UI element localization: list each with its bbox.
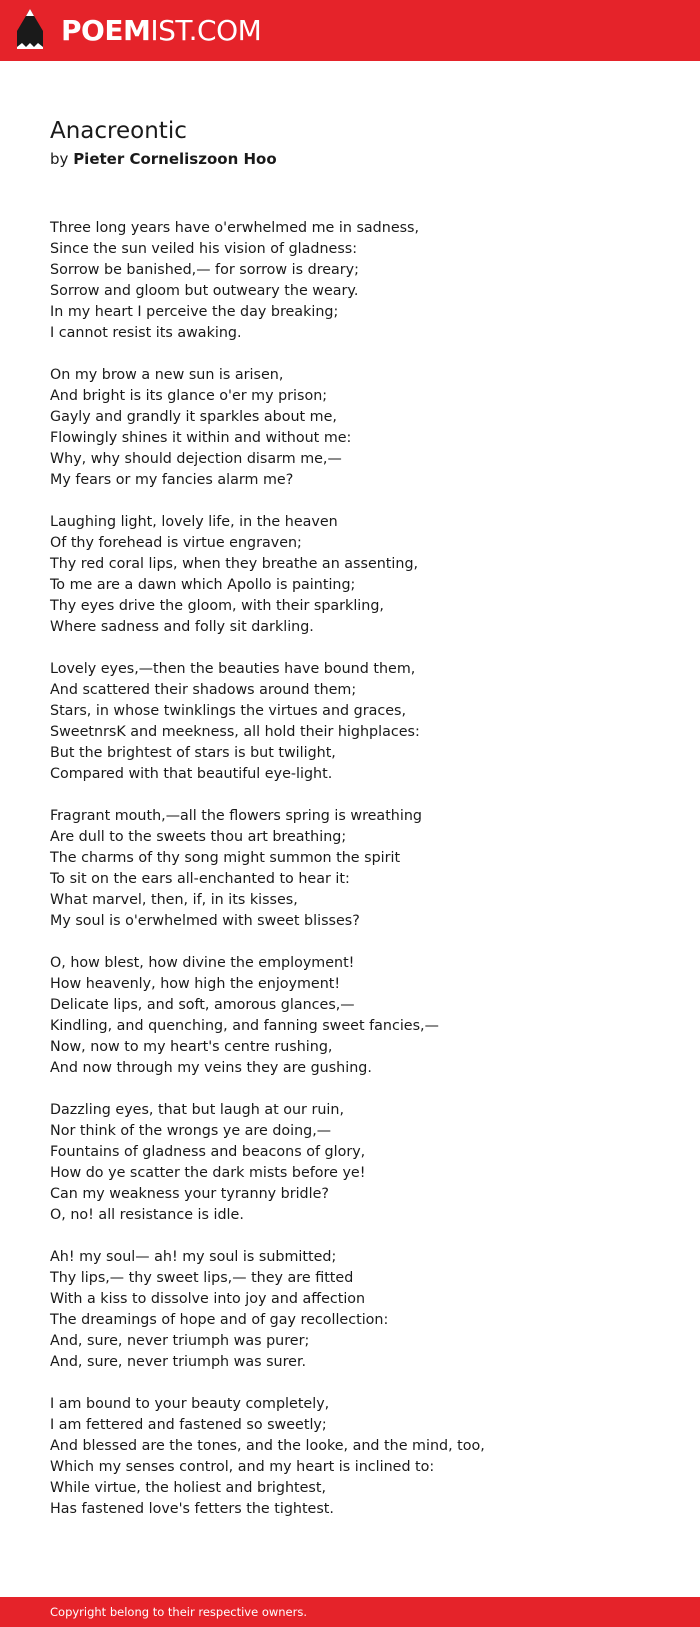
- poem-line: Delicate lips, and soft, amorous glances,—: [50, 997, 355, 1013]
- poem-line: I am bound to your beauty completely,: [50, 1396, 330, 1412]
- poem-stanza: [50, 1394, 670, 1520]
- poem-line: Ah! my soul— ah! my soul is submitted;: [50, 1249, 337, 1265]
- poem-line: I cannot resist its awaking.: [50, 325, 242, 341]
- poem-line: Lovely eyes,—then the beauties have bound them,: [50, 661, 416, 677]
- poem-line: Fountains of gladness and beacons of glory,: [50, 1144, 366, 1160]
- poem-line: Thy red coral lips, when they breathe an assenting,: [50, 556, 419, 572]
- poem-line: And, sure, never triumph was surer.: [50, 1354, 307, 1370]
- poem-line: Can my weakness your tyranny bridle?: [50, 1186, 329, 1202]
- poem-line: Now, now to my heart's centre rushing,: [50, 1039, 333, 1055]
- poem-line: But the brightest of stars is but twilight,: [50, 745, 336, 761]
- poem-body: [50, 218, 670, 1541]
- poem-line: Are dull to the sweets thou art breathing;: [50, 829, 347, 845]
- poem-byline: [50, 148, 277, 170]
- poem-line: Which my senses control, and my heart is inclined to:: [50, 1459, 435, 1475]
- poem-stanza: [50, 953, 670, 1079]
- poem-stanza: [50, 512, 670, 638]
- poem-line: O, how blest, how divine the employment!: [50, 955, 355, 971]
- poem-line: Laughing light, lovely life, in the heaven: [50, 514, 338, 530]
- poem-line: To sit on the ears all-enchanted to hear it:: [50, 871, 350, 887]
- poem-line: To me are a dawn which Apollo is painting;: [50, 577, 356, 593]
- poem-line: Compared with that beautiful eye-light.: [50, 766, 333, 782]
- poem-line: Has fastened love's fetters the tightest.: [50, 1501, 334, 1517]
- poem-stanza: [50, 218, 670, 344]
- poem-line: With a kiss to dissolve into joy and affection: [50, 1291, 366, 1307]
- poem-line: Thy eyes drive the gloom, with their sparkling,: [50, 598, 384, 614]
- poem-line: On my brow a new sun is arisen,: [50, 367, 284, 383]
- poem-line: Thy lips,— thy sweet lips,— they are fitted: [50, 1270, 354, 1286]
- poem-line: And scattered their shadows around them;: [50, 682, 357, 698]
- poem-line: Flowingly shines it within and without me:: [50, 430, 352, 446]
- author-link[interactable]: Pieter Corneliszoon Hoo: [73, 150, 277, 168]
- site-footer: [0, 1597, 700, 1627]
- poem-line: And bright is its glance o'er my prison;: [50, 388, 328, 404]
- poem-line: How heavenly, how high the enjoyment!: [50, 976, 341, 992]
- poem-line: Of thy forehead is virtue engraven;: [50, 535, 302, 551]
- poem-line: While virtue, the holiest and brightest,: [50, 1480, 327, 1496]
- poem-line: In my heart I perceive the day breaking;: [50, 304, 339, 320]
- poem-line: The charms of thy song might summon the spirit: [50, 850, 401, 866]
- poem-line: I am fettered and fastened so sweetly;: [50, 1417, 327, 1433]
- site-logo-link[interactable]: [61, 0, 261, 61]
- poem-line: Sorrow be banished,— for sorrow is dreary;: [50, 262, 359, 278]
- poem-line: SweetnrsK and meekness, all hold their highplaces:: [50, 724, 420, 740]
- poem-line: Stars, in whose twinklings the virtues and graces,: [50, 703, 406, 719]
- poem-line: Dazzling eyes, that but laugh at our ruin,: [50, 1102, 344, 1118]
- poem-line: Nor think of the wrongs ye are doing,—: [50, 1123, 332, 1139]
- poem-line: Since the sun veiled his vision of gladness:: [50, 241, 358, 257]
- poem-line: Why, why should dejection disarm me,—: [50, 451, 342, 467]
- pencil-icon[interactable]: [17, 9, 43, 51]
- poem-stanza: [50, 659, 670, 785]
- poem-line: My fears or my fancies alarm me?: [50, 472, 294, 488]
- poem-line: And now through my veins they are gushing.: [50, 1060, 372, 1076]
- poem-line: My soul is o'erwhelmed with sweet blisses?: [50, 913, 360, 929]
- byline-prefix: by: [50, 150, 69, 168]
- copyright-text: Copyright belong to their respective owners.: [50, 1605, 308, 1619]
- poem-line: O, no! all resistance is idle.: [50, 1207, 244, 1223]
- poem-title: Anacreontic: [50, 118, 187, 144]
- poem-stanza: [50, 365, 670, 491]
- poem-line: Where sadness and folly sit darkling.: [50, 619, 314, 635]
- poem-line: The dreamings of hope and of gay recollection:: [50, 1312, 389, 1328]
- poem-stanza: [50, 1247, 670, 1373]
- poem-stanza: [50, 1100, 670, 1226]
- site-header: [0, 0, 700, 61]
- poem-line: Gayly and grandly it sparkles about me,: [50, 409, 337, 425]
- poem-line: How do ye scatter the dark mists before ye!: [50, 1165, 366, 1181]
- poem-line: And blessed are the tones, and the looke, and the mind, too,: [50, 1438, 485, 1454]
- logo-text-light: IST.COM: [150, 14, 262, 47]
- poem-line: And, sure, never triumph was purer;: [50, 1333, 310, 1349]
- poem-line: Three long years have o'erwhelmed me in sadness,: [50, 220, 420, 236]
- poem-line: Sorrow and gloom but outweary the weary.: [50, 283, 359, 299]
- poem-stanza: [50, 806, 670, 932]
- logo-text-bold: POEM: [61, 14, 151, 47]
- poem-line: Fragrant mouth,—all the flowers spring is wreathing: [50, 808, 422, 824]
- poem-line: Kindling, and quenching, and fanning sweet fancies,—: [50, 1018, 439, 1034]
- poem-line: What marvel, then, if, in its kisses,: [50, 892, 298, 908]
